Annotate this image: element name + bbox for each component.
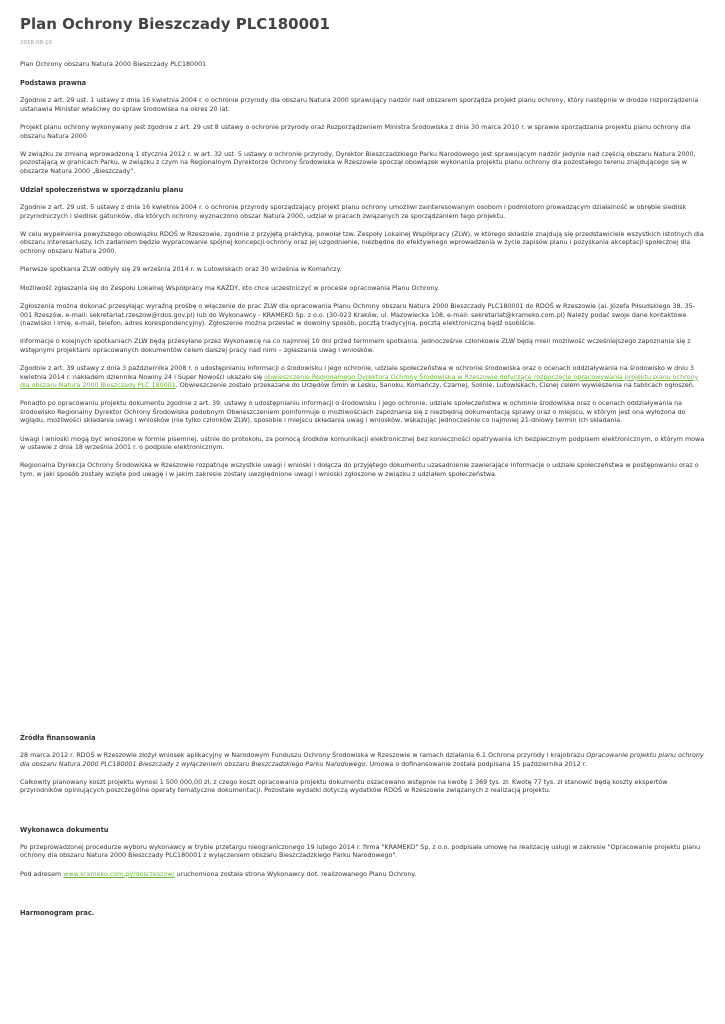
text-span: uruchomiona została strona Wykonawcy dot. realizowanego Planu Ochrony.: [174, 870, 417, 878]
blank-space: [20, 889, 705, 909]
project-title-italic: Opracowanie projektu planu ochrony dla obszaru Natura 2000 PLC180001 Bieszczady z wyłączeniem obszaru Bieszczadzkiego Parku Narodowego: [20, 752, 704, 768]
paragraph: Pierwsze spotkania ZLW odbyły się 29 września 2014 r. w Lutowiskach oraz 30 września w Komańczy.: [20, 266, 342, 274]
publish-date: 2016-08-10: [20, 40, 52, 46]
paragraph: Zgłoszenia można dokonać przesyłając wyraźną prośbę o włączenie do prac ZLW dla opracowania Planu Ochrony obszaru Natura 2000 Bieszczady PLC180001 do RDOŚ w Rzeszowie (al. Józefa Piłsudskiego 38, 35-001 Rzeszów, e-mail: sekretariat.rzeszow@rdos.gov.pl) lub do Wykonawcy - KRAMEKO Sp. z o.o. (30-023 Kraków, ul. Mazowiecka 108, e-mail: sekretariat@krameko.com.pl) Należy podać swoje dane kontaktowe (nazwisko i imię, e-mail, telefon, adres korespondencyjny). Zgłoszenie można przesłać w dowolny sposób, pocztą tradycyjną, pocztą elektroniczną bądź osobiście.: [20, 303, 695, 327]
paragraph: Informacje o kolejnych spotkaniach ZLW będą przesyłane przez Wykonawcę na co najmniej 10 dni przed terminem spotkania. Jednocześnie członkowie ZLW będą mieli możliwość wcześniejszego zapoznania się z wstępnymi projektami opracowanych dokumentów celem dalszej pracy nad nimi – zgłaszania uwag i wniosków.: [20, 338, 691, 354]
text-span: Zgodnie z art. 39 ustawy z dnia 3 października 2008 r. o udostępnianiu informacji o środowisku i jego ochronie, udziale społeczeństwa w ochronie środowiska oraz o ocenach oddziaływania na środowisko w dniu 3 kwietnia 2014 r. nakładem dziennika Nowiny 24 i Super Nowości ukazało się: [20, 365, 694, 381]
section-heading-udzial: Udział społeczeństwa w sporządzaniu planu: [20, 186, 184, 195]
paragraph: W celu wypełnienia powyższego obowiązku RDOŚ w Rzeszowie, zgodnie z przyjętą praktyką, powołał tzw. Zespoły Lokalnej Współpracy (ZLW), w którego składzie znajdują się przedstawiciele wszystkich istotnych dla obszaru interesariuszy. Ich zadaniem będzie wypracowanie spójnej koncepcji ochrony oraz jej uzgodnienie, niezbędne do efektywnego wprowadzenia w życie zapisów planu i pozyskania akceptacji społecznej dla ochrony obszaru Natura 2000.: [20, 231, 704, 255]
text-span: Pod adresem: [20, 870, 64, 878]
paragraph: Całkowity planowany koszt projektu wynosi 1 500 000,00 zł, z czego koszt opracowania projektu dokumentu oszacowano wstępnie na kwotę 1 369 tys. zł. Kwotę 77 tys. zł stanowić będą koszty ekspertów przyrodników opiniujących poszczególne operaty tematyczne dokumentacji. Pozostałe wydatki dotyczą wydatków RDOŚ w Rzeszowie związanych z realizacją projektu.: [20, 779, 668, 795]
paragraph: Ponadto po opracowaniu projektu dokumentu zgodnie z art. 39. ustawy o udostępnianiu informacji o środowisku i jego ochronie, udziale społeczeństwa w ochronie środowiska oraz o ocenach oddziaływania na środowisko Regionalny Dyrektor Ochrony Środowiska podobnym Obwieszczeniem poinformuje o możliwościach zapoznania się z niezbędną dokumentacją sprawy oraz o miejscu, w którym jest ona wyłożona do wglądu, możliwości składania uwag i wniosków (nie tylko członków ZLW), sposobie i miejscu składania uwag i wniosków, wskazując jednocześnie co najmniej 21-dniowy termin ich składania.: [20, 400, 686, 425]
text-span: . Obwieszczenie zostało przekazane do Urzędów Gmin w Lesku, Sanoku, Komańczy, Czarnej, Solinie, Lutowiskach, Cisnej celem wywieszenia na tablicach ogłoszeń.: [175, 381, 695, 389]
text-span: 28 marca 2012 r. RDOŚ w Rzeszowie złożył wniosek aplikacyjny w Narodowym Funduszu Ochrony Środowiska w Rzeszowie w ramach działania 6.1 Ochrona przyrody i krajobrazu: [20, 752, 587, 760]
blank-space: [20, 806, 705, 826]
paragraph: Po przeprowadzonej procedurze wyboru wykonawcy w trybie przetargu nieograniczonego 19 lutego 2014 r. firma "KRAMEKO" Sp. z o.o. podpisała umowę na realizację usługi w zakresie "Opracowanie projektu planu ochrony dla obszaru Natura 2000 Bieszczady PLC180001 z wyłączeniem obszaru Bieszczadzkiego Parku Narodowego".: [20, 843, 701, 860]
obwieszczenie-link[interactable]: obwieszczenie Regionalnego Dyrektora Ochrony Środowiska w Rzeszowie dotyczące rozpoczęcie opracowywania projektu planu ochrony dla obszaru Natura 2000 Bieszczady PLC 180001: [20, 373, 699, 389]
paragraph: Zgodnie z art. 29 ust. 5 ustawy z dnia 16 kwietnia 2004 r. o ochronie przyrody sporządzający projekt planu ochrony umożliwi zainteresowanym osobom i podmiotom prowadzącym działalność w obrębie siedlisk przyrodniczych i siedlisk gatunków, dla których ochrony wyznaczono obszar Natura 2000, udział w pracach związanych ze sporządzaniem tego projektu.: [20, 204, 687, 220]
intro-paragraph: Plan Ochrony obszaru Natura 2000 Bieszczady PLC180001: [20, 61, 207, 68]
section-heading-zrodla: Źródła finansowania: [20, 734, 96, 743]
paragraph: Możliwość zgłaszania się do Zespołu Lokalnej Współpracy ma KAŻDY, kto chce uczestniczyć w procesie opracowania Planu Ochrony.: [20, 284, 440, 292]
section-heading-wykonawca: Wykonawca dokumentu: [20, 825, 109, 834]
paragraph-with-link: [20, 365, 705, 390]
section-heading-podstawa: Podstawa prawna: [20, 79, 87, 88]
paragraph-with-italic: [20, 752, 705, 769]
text-span: . Umowa o dofinansowanie została podpisana 15 października 2012 r.: [365, 760, 587, 768]
paragraph: Zgodnie z art. 29 ust. 1 ustawy z dnia 16 kwietnia 2004 r. o ochronie przyrody dla obszaru Natura 2000 sprawujący nadzór nad obszarem sporządza projekt planu ochrony, który następnie w drodze rozporządzenia ustanawia Minister właściwy do spraw środowiska na okres 20 lat.: [20, 97, 699, 113]
article: [20, 14, 705, 927]
paragraph: Regionalna Dyrekcja Ochrony Środowiska w Rzeszowie rozpatruje wszystkie uwagi i wnioski i dołącza do przyjętego dokumentu uzasadnienie zawierające informacje o udziale społeczeństwa w postępowaniu oraz o tym, w jaki sposób zostały wzięte pod uwagę i w jakim zakresie zostały uwzględnione uwagi i wnioski zgłoszone w związku z udziałem społeczeństwa.: [20, 462, 699, 478]
blank-space: [20, 489, 705, 734]
krameko-link[interactable]: www.krameko.com.pl/rdosrzeszow/: [63, 870, 175, 878]
page-title: Plan Ochrony Bieszczady PLC180001: [20, 15, 330, 33]
section-heading-harmonogram: Harmonogram prac.: [20, 909, 95, 918]
paragraph: W związku ze zmianą wprowadzoną 1 stycznia 2012 r. w art. 32 ust. 5 ustawy o ochronie przyrody, Dyrektor Bieszczadzkiego Parku Narodowego jest sprawującym nadzór jedynie nad częścią obszaru Natura 2000, pozostającą w granicach Parku, w związku z czym na Regionalnym Dyrektorze Ochrony Środowiska w Rzeszowie spoczął obowiązek wykonania projektu planu ochrony dla pozostałego terenu znajdującego się w obszarze Natura 2000 „Bieszczady".: [20, 151, 696, 175]
paragraph: Uwagi i wnioski mogą być wnoszone w formie pisemnej, ustnie do protokołu, za pomocą środków komunikacji elektronicznej bez konieczności opatrywania ich bezpiecznym podpisem elektronicznym, o którym mowa w ustawie z dnia 18 września 2001 r. o podpisie elektronicznym.: [20, 435, 705, 451]
paragraph-with-link: [20, 871, 705, 879]
paragraph: Projekt planu ochrony wykonywany jest zgodnie z art. 29 ust 8 ustawy o ochronie przyrody oraz Rozporządzeniem Ministra Środowiska z dnia 30 marca 2010 r. w sprawie sporządzania projektu planu ochrony dla obszaru Natura 2000: [20, 124, 691, 140]
